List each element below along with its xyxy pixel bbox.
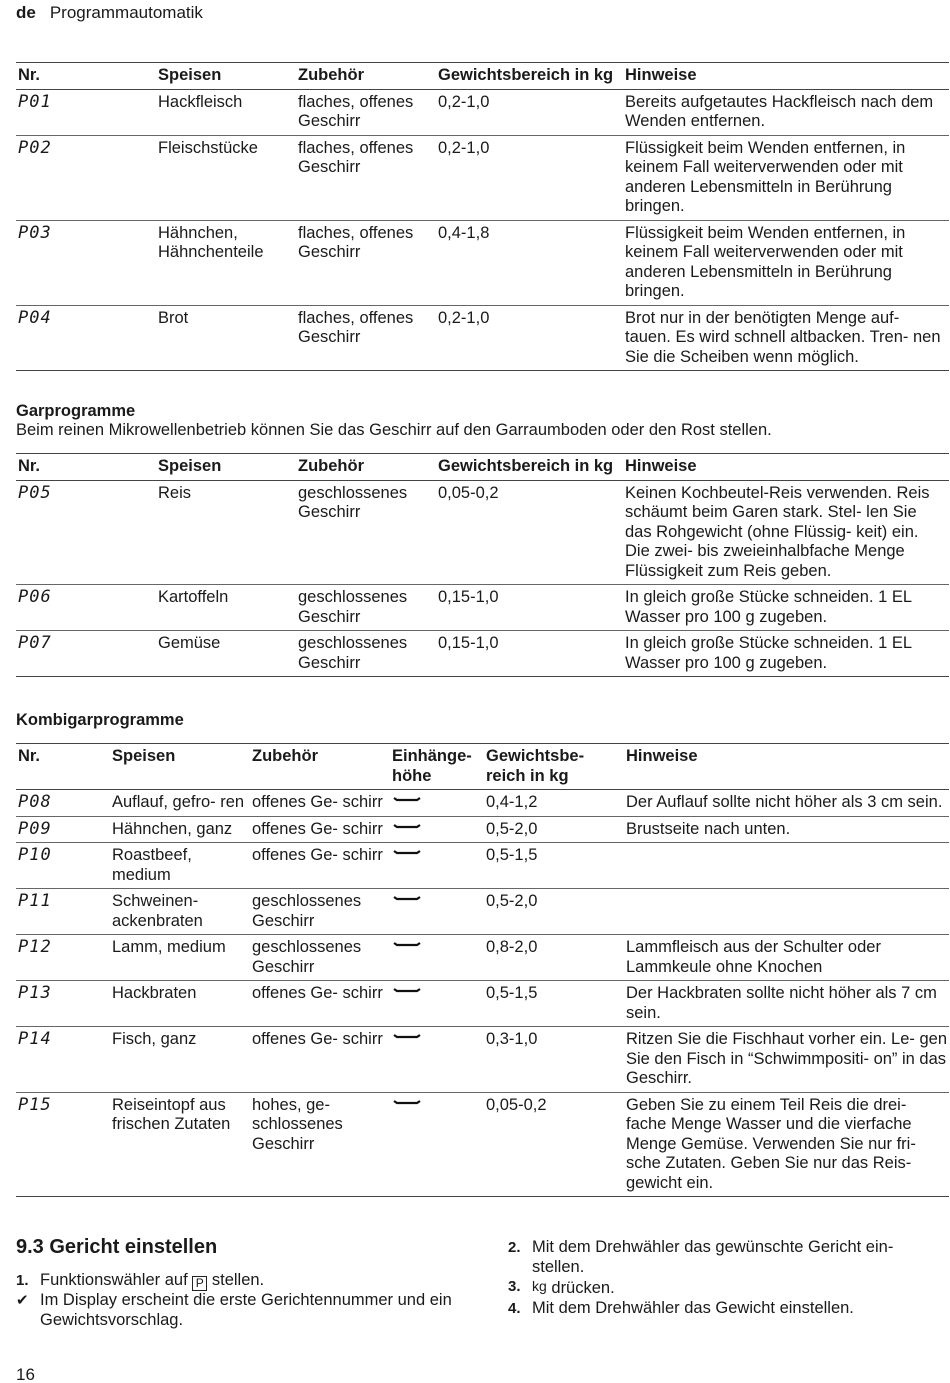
column-header: Zubehör <box>296 63 436 90</box>
shelf-level-cell <box>390 935 484 981</box>
table-row <box>16 790 949 817</box>
column-header: Speisen <box>156 454 296 481</box>
shelf-level-cell <box>390 889 484 935</box>
table-row <box>16 631 949 677</box>
table-cell: 0,4-1,8 <box>436 220 623 305</box>
program-code: P11 <box>16 889 110 935</box>
table-cell: Brot nur in der benötigten Menge auf- tauen. Es wird schnell altbacken. Tren- nen Sie die Scheiben wenn möglich. <box>623 305 949 371</box>
program-code: P15 <box>16 1092 110 1197</box>
table-row <box>16 889 949 935</box>
step-number: 1. <box>16 1272 29 1289</box>
table-header-row <box>16 454 949 481</box>
table-cell: 0,8-2,0 <box>484 935 624 981</box>
table-cell: Hackbraten <box>110 981 250 1027</box>
table-cell: flaches, offenes Geschirr <box>296 305 436 371</box>
table-cell: In gleich große Stücke schneiden. 1 EL Wasser pro 100 g zugeben. <box>623 585 949 631</box>
shelf-level-cell <box>390 816 484 843</box>
table-cell: Flüssigkeit beim Wenden entfernen, in keinem Fall weiterverwenden oder mit anderen Lebensmitteln in Berührung bringen. <box>623 220 949 305</box>
table-cell: 0,05-0,2 <box>436 480 623 585</box>
program-code: P09 <box>16 816 110 843</box>
step-text: Funktionswähler auf <box>40 1271 188 1289</box>
program-key-icon: P <box>192 1276 207 1291</box>
program-code: P02 <box>16 135 156 220</box>
table-cell: Der Hackbraten sollte nicht höher als 7 cm sein. <box>624 981 949 1027</box>
step-text: Mit dem Drehwähler das Gewicht einstellen. <box>532 1298 854 1317</box>
table-cell: flaches, offenes Geschirr <box>296 220 436 305</box>
shelf-icon <box>392 940 422 952</box>
column-header: Gewichtsbereich in kg <box>436 454 623 481</box>
shelf-level-cell <box>390 1092 484 1197</box>
table-row <box>16 816 949 843</box>
table-cell: Brustseite nach unten. <box>624 816 949 843</box>
table-cell: offenes Ge- schirr <box>250 843 390 889</box>
table-cell: 0,2-1,0 <box>436 135 623 220</box>
cooking-programs-table <box>16 453 949 677</box>
column-header: Hinweise <box>624 744 949 790</box>
program-code: P06 <box>16 585 156 631</box>
column-header: Hinweise <box>623 63 949 90</box>
checkmark-icon: ✔ <box>16 1292 29 1309</box>
table-cell: Keinen Kochbeutel-Reis verwenden. Reis schäumt beim Garen stark. Stel- len Sie das Rohgewicht (ohne Flüssig- keit) ein. Die zwei- bis zweieinhalbfache Menge Flüssigkeit zum Reis geben. <box>623 480 949 585</box>
result-text: Im Display erscheint die erste Gerichtennummer und ein Gewichtsvorschlag. <box>40 1291 452 1329</box>
column-header: Hinweise <box>623 454 949 481</box>
table-cell: 0,5-2,0 <box>484 816 624 843</box>
step-text: Mit dem Drehwähler das gewünschte Gericht ein- stellen. <box>532 1238 894 1276</box>
table-cell: 0,15-1,0 <box>436 631 623 677</box>
step-text: drücken. <box>551 1279 615 1297</box>
program-code: P13 <box>16 981 110 1027</box>
table-cell: Ritzen Sie die Fischhaut vorher ein. Le- gen Sie den Fisch in “Schwimmpositi- on” in das Geschirr. <box>624 1027 949 1093</box>
table-cell: Lamm, medium <box>110 935 250 981</box>
defrost-programs-table <box>16 62 949 371</box>
table-cell: geschlossenes Geschirr <box>250 935 390 981</box>
column-header: Zubehör <box>296 454 436 481</box>
table-row <box>16 935 949 981</box>
step-3 <box>508 1277 938 1299</box>
table-cell: flaches, offenes Geschirr <box>296 89 436 135</box>
table-cell: 0,15-1,0 <box>436 585 623 631</box>
garprogramme-intro: Beim reinen Mikrowellenbetrieb können Sie das Geschirr auf den Garraumboden oder den Rost stellen. <box>16 421 772 439</box>
table-cell: Auflauf, gefro- ren <box>110 790 250 817</box>
table-cell: 0,2-1,0 <box>436 305 623 371</box>
table-cell: Roastbeef, medium <box>110 843 250 889</box>
table-cell: 0,05-0,2 <box>484 1092 624 1197</box>
table-cell: 0,4-1,2 <box>484 790 624 817</box>
table-cell: Hackfleisch <box>156 89 296 135</box>
program-code: P07 <box>16 631 156 677</box>
running-head <box>16 3 203 23</box>
column-header: Speisen <box>156 63 296 90</box>
combi-programs-table <box>16 743 949 1197</box>
table-row <box>16 981 949 1027</box>
table-row <box>16 135 949 220</box>
table-cell: Kartoffeln <box>156 585 296 631</box>
shelf-icon <box>392 1032 422 1044</box>
page-number: 16 <box>16 1365 35 1383</box>
program-code: P14 <box>16 1027 110 1093</box>
chapter-title: Programmautomatik <box>49 3 203 22</box>
shelf-icon <box>392 822 422 834</box>
shelf-icon <box>392 848 422 860</box>
shelf-icon <box>392 795 422 807</box>
shelf-icon <box>392 894 422 906</box>
step-2 <box>508 1238 938 1277</box>
table-cell: Reis <box>156 480 296 585</box>
shelf-level-cell <box>390 1027 484 1093</box>
table-cell: geschlossenes Geschirr <box>296 585 436 631</box>
kg-key-icon: kg <box>532 1278 547 1294</box>
column-header: Einhänge- höhe <box>390 744 484 790</box>
table-cell: offenes Ge- schirr <box>250 1027 390 1093</box>
table-cell: offenes Ge- schirr <box>250 816 390 843</box>
shelf-level-cell <box>390 790 484 817</box>
table-header-row <box>16 744 949 790</box>
table-cell: Fleischstücke <box>156 135 296 220</box>
kombigarprogramme-title: Kombigarprogramme <box>16 711 184 729</box>
step-1 <box>16 1271 466 1291</box>
table-cell <box>624 889 949 935</box>
table-cell: 0,5-2,0 <box>484 889 624 935</box>
table-row <box>16 89 949 135</box>
program-code: P01 <box>16 89 156 135</box>
table-row <box>16 843 949 889</box>
table-row <box>16 220 949 305</box>
column-header: Gewichtsbereich in kg <box>436 63 623 90</box>
table-cell: 0,2-1,0 <box>436 89 623 135</box>
column-header: Nr. <box>16 454 156 481</box>
table-cell: 0,5-1,5 <box>484 981 624 1027</box>
column-header: Gewichtsbe- reich in kg <box>484 744 624 790</box>
table-row <box>16 1027 949 1093</box>
column-header: Speisen <box>110 744 250 790</box>
shelf-level-cell <box>390 981 484 1027</box>
table-cell: geschlossenes Geschirr <box>296 631 436 677</box>
table-row <box>16 1092 949 1197</box>
shelf-icon <box>392 986 422 998</box>
table-cell: Lammfleisch aus der Schulter oder Lammkeule ohne Knochen <box>624 935 949 981</box>
step-number: 2. <box>508 1239 521 1256</box>
program-code: P04 <box>16 305 156 371</box>
shelf-icon <box>392 1098 422 1110</box>
step-number: 3. <box>508 1278 521 1295</box>
table-cell: Hähnchen, Hähnchenteile <box>156 220 296 305</box>
table-cell: offenes Ge- schirr <box>250 981 390 1027</box>
step-result <box>16 1291 466 1330</box>
table-row <box>16 480 949 585</box>
table-row <box>16 305 949 371</box>
table-cell: geschlossenes Geschirr <box>296 480 436 585</box>
table-cell: Brot <box>156 305 296 371</box>
table-cell: flaches, offenes Geschirr <box>296 135 436 220</box>
program-code: P12 <box>16 935 110 981</box>
step-4 <box>508 1299 938 1319</box>
table-cell <box>624 843 949 889</box>
table-cell: hohes, ge- schlossenes Geschirr <box>250 1092 390 1197</box>
column-header: Nr. <box>16 63 156 90</box>
table-cell: Reiseintopf aus frischen Zutaten <box>110 1092 250 1197</box>
step-text: stellen. <box>211 1271 265 1289</box>
table-cell: Schweinen- ackenbraten <box>110 889 250 935</box>
section-heading: 9.3 Gericht einstellen <box>16 1236 218 1258</box>
table-cell: In gleich große Stücke schneiden. 1 EL Wasser pro 100 g zugeben. <box>623 631 949 677</box>
table-cell: Geben Sie zu einem Teil Reis die drei- fache Menge Wasser und die vierfache Menge Gemüse. Verwenden Sie nur fri- sche Zutaten. Geben Sie nur das Reis- gewicht ein. <box>624 1092 949 1197</box>
step-number: 4. <box>508 1299 521 1317</box>
steps-left-column <box>16 1271 466 1330</box>
table-cell: 0,5-1,5 <box>484 843 624 889</box>
steps-right-column <box>508 1238 938 1318</box>
program-code: P05 <box>16 480 156 585</box>
language-tag: de <box>16 3 36 22</box>
table-header-row <box>16 63 949 90</box>
table-cell: Gemüse <box>156 631 296 677</box>
table-cell: 0,3-1,0 <box>484 1027 624 1093</box>
table-cell: geschlossenes Geschirr <box>250 889 390 935</box>
table-cell: Hähnchen, ganz <box>110 816 250 843</box>
table-row <box>16 585 949 631</box>
program-code: P10 <box>16 843 110 889</box>
shelf-level-cell <box>390 843 484 889</box>
table-cell: Flüssigkeit beim Wenden entfernen, in keinem Fall weiterverwenden oder mit anderen Lebensmitteln in Berührung bringen. <box>623 135 949 220</box>
table-cell: Bereits aufgetautes Hackfleisch nach dem Wenden entfernen. <box>623 89 949 135</box>
program-code: P03 <box>16 220 156 305</box>
column-header: Nr. <box>16 744 110 790</box>
table-cell: Fisch, ganz <box>110 1027 250 1093</box>
column-header: Zubehör <box>250 744 390 790</box>
table-cell: offenes Ge- schirr <box>250 790 390 817</box>
garprogramme-title: Garprogramme <box>16 402 136 420</box>
program-code: P08 <box>16 790 110 817</box>
table-cell: Der Auflauf sollte nicht höher als 3 cm sein. <box>624 790 949 817</box>
